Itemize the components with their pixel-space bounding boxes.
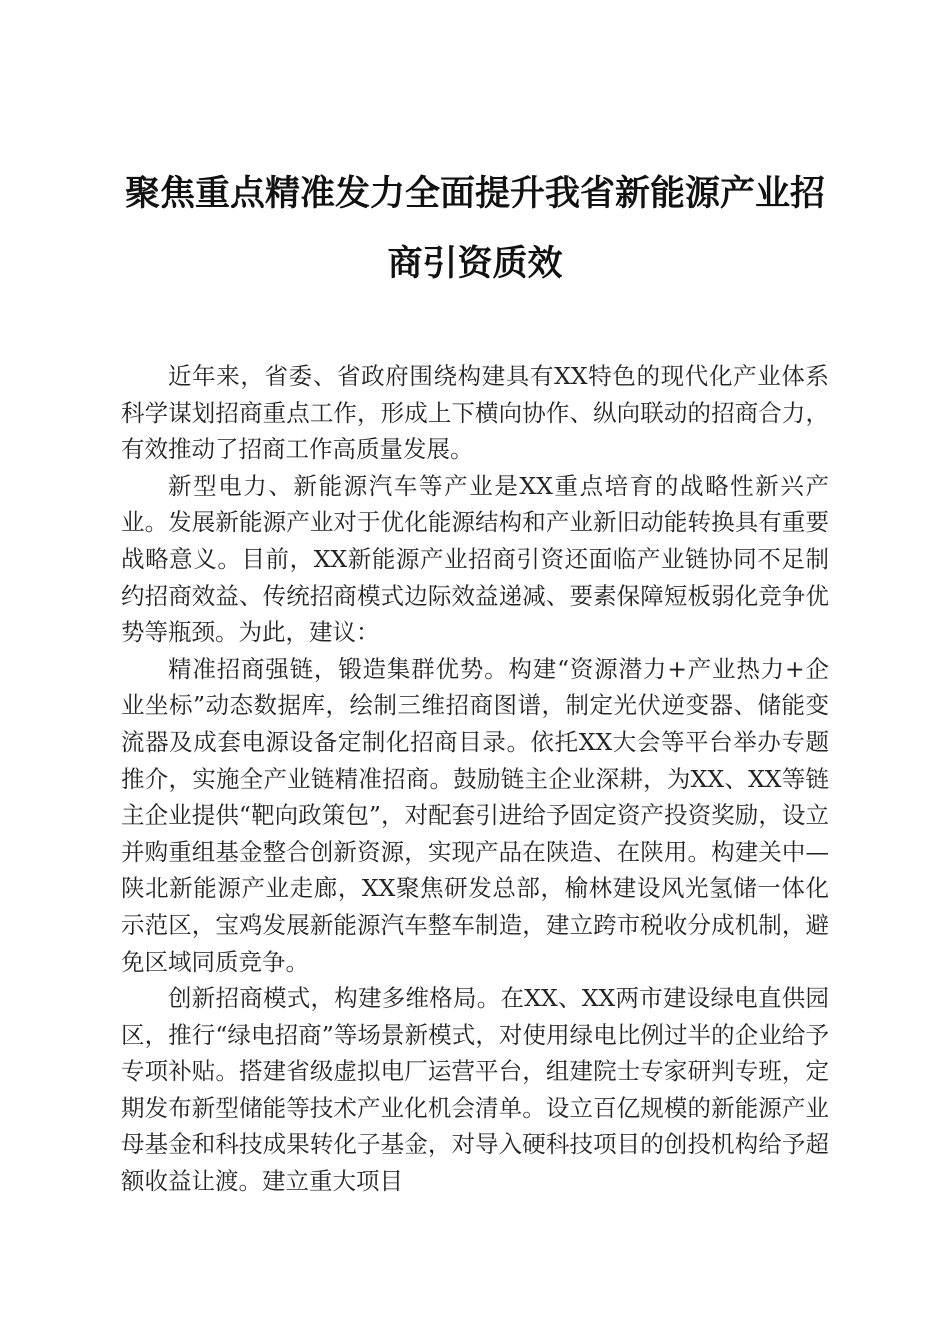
document-body (121, 358, 829, 1200)
paragraph-precise-investment: 精准招商强链，锻造集群优势。构建“资源潜力+产业热力+企业坐标”动态数据库，绘制三维招商图谱，制定光伏逆变器、储能变流器及成套电源设备定制化招商目录。依托XX大会等平台举办专题推介，实施全产业链精准招商。鼓励链主企业深耕，为XX、XX等链主企业提供“靶向政策包”，对配套引进给予固定资产投资奖励，设立并购重组基金整合创新资源，实现产品在陕造、在陕用。构建关中—陕北新能源产业走廊，XX聚焦研发总部，榆林建设风光氢储一体化示范区，宝鸡发展新能源汽车整车制造，建立跨市税收分成机制，避免区域同质竞争。 (121, 654, 829, 976)
paragraph-innovative-model: 创新招商模式，构建多维格局。在XX、XX两市建设绿电直供园区，推行“绿电招商”等场景新模式，对使用绿电比例过半的企业给予专项补贴。搭建省级虚拟电厂运营平台，组建院士专家研判专班，定期发布新型储能等技术产业化机会清单。设立百亿规模的新能源产业母基金和科技成果转化子基金，对导入硬科技项目的创投机构给予超额收益让渡。建立重大项目 (121, 984, 829, 1196)
paragraph-background: 新型电力、新能源汽车等产业是XX重点培育的战略性新兴产业。发展新能源产业对于优化能源结构和产业新旧动能转换具有重要战略意义。目前，XX新能源产业招商引资还面临产业链协同不足制约招商效益、传统招商模式边际效益递减、要素保障短板弱化竞争优势等瓶颈。为此，建议： (121, 471, 829, 647)
document-title-line-2: 商引资质效 (387, 243, 563, 284)
document-title-line-1: 聚焦重点精准发力全面提升我省新能源产业招 (124, 173, 825, 214)
paragraph-intro: 近年来，省委、省政府围绕构建具有XX特色的现代化产业体系科学谋划招商重点工作，形成上下横向协作、纵向联动的招商合力，有效推动了招商工作高质量发展。 (121, 362, 829, 464)
